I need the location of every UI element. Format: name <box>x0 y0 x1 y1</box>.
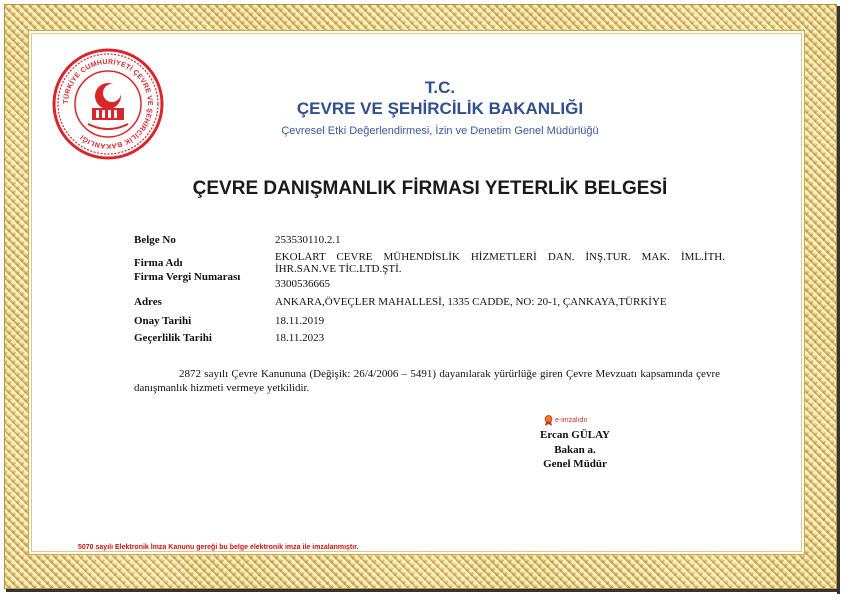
header-tc: T.C. <box>424 78 456 97</box>
ministry-seal-icon <box>52 48 164 160</box>
gecerlilik-value: 18.11.2023 <box>275 332 325 344</box>
header-directorate: Çevresel Etki Değerlendirmesi, İzin ve Denetim Genel Müdürlüğü <box>281 125 599 137</box>
vergi-value: 3300536665 <box>275 278 330 290</box>
adres-value: ANKARA,ÖVEÇLER MAHALLESİ, 1335 CADDE, NO: 20-1, ÇANKAYA,TÜRKİYE <box>275 296 667 308</box>
page-shadow-bottom <box>6 589 840 592</box>
seal-ring-text: TÜRKİYE CUMHURİYETİ ÇEVRE VE ŞEHİRCİLİK BAKANLIĞI <box>62 58 154 150</box>
page-shadow-right <box>837 6 840 594</box>
eimza-badge <box>544 415 588 426</box>
certificate-title: ÇEVRE DANIŞMANLIK FİRMASI YETERLİK BELGESİ <box>192 178 668 199</box>
signer-title: Genel Müdür <box>543 458 607 470</box>
eimza-label: e-imzalıdır <box>555 417 588 424</box>
header-ministry: ÇEVRE VE ŞEHİRCİLİK BAKANLIĞI <box>296 99 584 118</box>
belge-no-label: Belge No <box>134 234 176 246</box>
signer-line2: Bakan a. <box>554 444 596 456</box>
footer-note: 5070 sayılı Elektronik İmza Kanunu gereği bu belge elektronik imza ile imzalanmıştır. <box>78 544 359 551</box>
onay-label: Onay Tarihi <box>134 315 192 327</box>
authorization-text: 2872 sayılı Çevre Kanununa (Değişik: 26/4/2006 – 5491) dayanılarak yürürlüğe giren Çevre Mevzuatı kapsamında çevre danışmanlık hizmeti vermeye yetkilidir. <box>134 368 720 394</box>
belge-no-value: 253530110.2.1 <box>275 234 341 246</box>
vergi-label: Firma Vergi Numarası <box>134 271 241 283</box>
firma-adi-label: Firma Adı <box>134 257 183 269</box>
gecerlilik-label: Geçerlilik Tarihi <box>134 332 212 344</box>
firma-adi-value: EKOLART CEVRE MÜHENDİSLİK HİZMETLERİ DAN. İNŞ.TUR. MAK. İML.İTH. İHR.SAN.VE TİC.LTD.ŞTİ. <box>275 251 725 275</box>
onay-value: 18.11.2019 <box>275 315 325 327</box>
signer-name: Ercan GÜLAY <box>540 429 610 441</box>
ribbon-icon <box>544 415 553 426</box>
adres-label: Adres <box>134 296 162 308</box>
